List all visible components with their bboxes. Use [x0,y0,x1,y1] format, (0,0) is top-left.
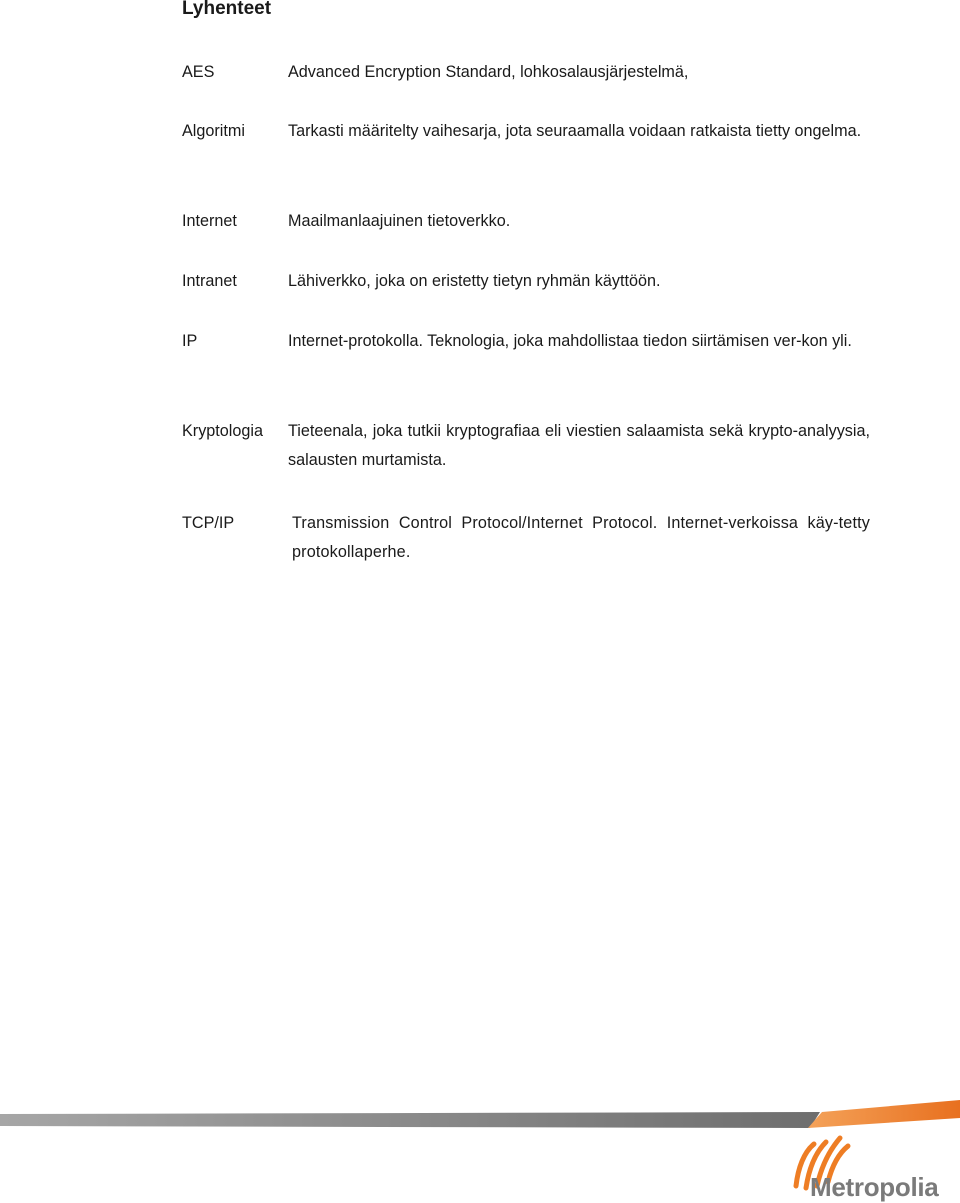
definition: Maailmanlaajuinen tietoverkko. [288,212,511,230]
definition: Lähiverkko, joka on eristetty tietyn ryhmän käyttöön. [288,272,661,290]
term: TCP/IP [182,514,235,532]
definition: Advanced Encryption Standard, lohkosalausjärjestelmä, [288,63,689,81]
definition: Transmission Control Protocol/Internet Protocol. Internet-verkoissa käy-tetty protokollaperhe. [292,514,870,561]
term: AES [182,63,215,81]
definition: Tarkasti määritelty vaihesarja, jota seuraamalla voidaan ratkaista tietty ongelma. [288,122,862,140]
term: Algoritmi [182,122,245,140]
term: Intranet [182,272,237,290]
definition: Internet-protokolla. Teknologia, joka mahdollistaa tiedon siirtämisen ver-kon yli. [288,332,852,350]
logo-wordmark: Metropolia [810,1172,939,1202]
definition: Tieteenala, joka tutkii kryptografiaa eli viestien salaamista sekä krypto-analyysia, salausten murtamista. [288,422,870,469]
page-title: Lyhenteet [182,0,272,19]
term: Kryptologia [182,422,263,440]
term: Internet [182,212,237,230]
footer-stripe [0,1100,960,1130]
term: IP [182,332,198,350]
